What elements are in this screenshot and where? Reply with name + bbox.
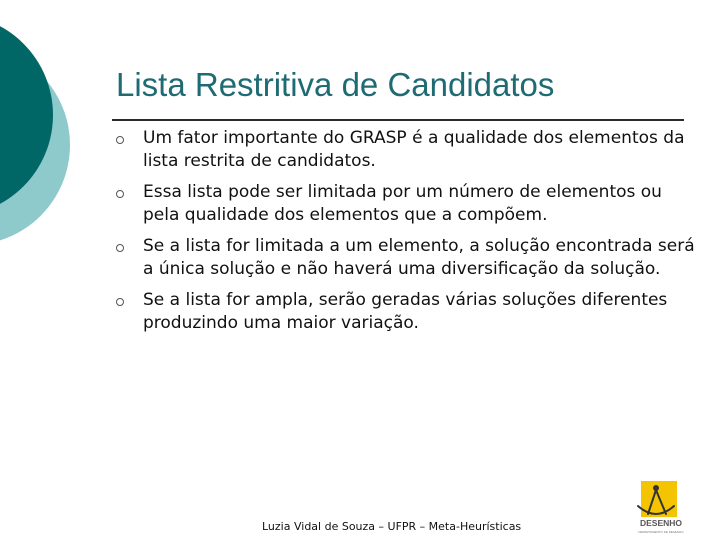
- bullet-text: Um fator importante do GRASP é a qualidade dos elementos da lista restrita de candidatos.: [143, 128, 685, 171]
- bullet-item: [116, 127, 696, 172]
- hollow-circle-icon: [116, 244, 124, 252]
- desenho-compass-logo: [630, 476, 692, 536]
- bullet-item: [116, 181, 696, 226]
- bullet-list: [116, 127, 696, 343]
- bullet-text: Essa lista pode ser limitada por um número de elementos ou pela qualidade dos elementos que a compõem.: [143, 182, 662, 225]
- bullet-item: [116, 235, 696, 280]
- hollow-circle-icon: [116, 298, 124, 306]
- logo-sublabel: DEPARTAMENTO DE DESENHO: [638, 530, 684, 534]
- bullet-text: Se a lista for limitada a um elemento, a solução encontrada será a única solução e não haverá uma diversificação da solução.: [143, 236, 695, 279]
- title-underline: [112, 119, 684, 121]
- slide-footer: Luzia Vidal de Souza – UFPR – Meta-Heurísticas: [262, 520, 522, 533]
- bullet-text: Se a lista for ampla, serão geradas várias soluções diferentes produzindo uma maior variação.: [143, 290, 668, 333]
- logo-label: DESENHO: [639, 518, 683, 528]
- hollow-circle-icon: [116, 136, 124, 144]
- bullet-item: [116, 289, 696, 334]
- slide-title: Lista Restritiva de Candidatos: [116, 66, 555, 103]
- decorative-circles: [0, 0, 80, 290]
- hollow-circle-icon: [116, 190, 124, 198]
